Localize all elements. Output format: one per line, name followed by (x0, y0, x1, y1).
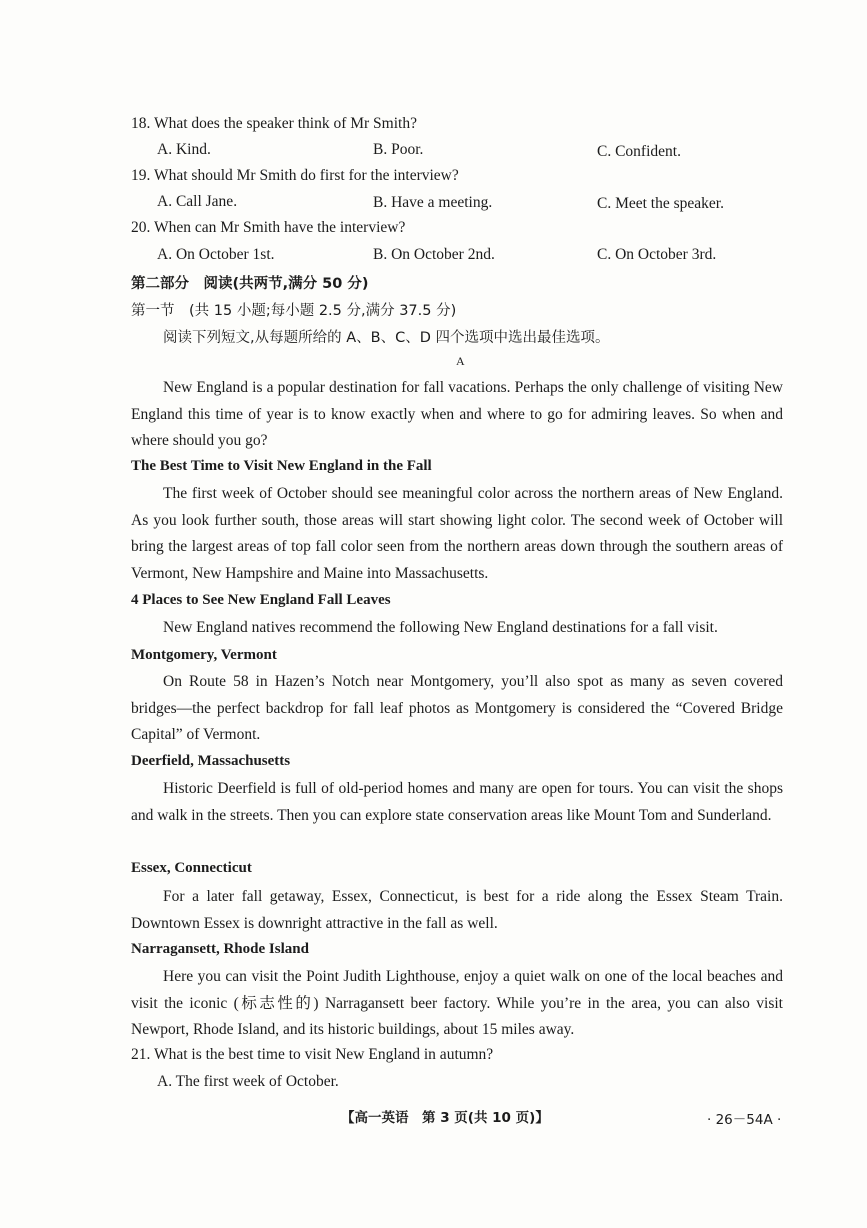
footer-page-info: 【高一英语 第 3 页(共 10 页)】 (341, 1110, 549, 1126)
heading-places: 4 Places to See New England Fall Leaves (131, 592, 391, 608)
place-name-montgomery: Montgomery, Vermont (131, 647, 277, 663)
question-18-option-a: A. Kind. (157, 141, 211, 158)
places-intro-paragraph: New England natives recommend the following New England destinations for a fall visit. (163, 619, 718, 636)
place-text-montgomery: On Route 58 in Hazen’s Notch near Montgomery, you’ll also spot as many as seven covered bridges—the perfect backdrop for fall leaf photos as Montgomery is considered the “Covered Bridge Capital” of Vermont. (131, 673, 783, 743)
question-18-option-c: C. Confident. (597, 143, 681, 160)
place-text-deerfield: Historic Deerfield is full of old-period homes and many are open for tours. You can visit the shops and walk in the streets. Then you can explore state conservation areas like Mount Tom and Sunderland. (131, 780, 783, 824)
heading-best-time: The Best Time to Visit New England in the Fall (131, 458, 432, 474)
question-21-stem: 21. What is the best time to visit New England in autumn? (131, 1046, 494, 1063)
place-name-narragansett: Narragansett, Rhode Island (131, 941, 309, 957)
footer-code: · 26－54A · (707, 1112, 782, 1128)
place-text-narragansett: Here you can visit the Point Judith Lighthouse, enjoy a quiet walk on one of the local beaches and visit the iconic (标志性的) Narragansett beer factory. While you’re in the area, you can also visit Newport, Rhode Island, and its historic buildings, about 15 miles away. (131, 968, 783, 1038)
intro-paragraph: New England is a popular destination for fall vacations. Perhaps the only challenge of visiting New England this time of year is to know exactly when and where to go for admiring leaves. So when and where should you go? (131, 379, 783, 449)
place-name-essex: Essex, Connecticut (131, 860, 252, 876)
question-18-stem: 18. What does the speaker think of Mr Smith? (131, 115, 417, 132)
question-19-option-c: C. Meet the speaker. (597, 195, 724, 212)
part2-title: 第二部分 阅读(共两节,满分 50 分) (131, 276, 369, 292)
question-20-stem: 20. When can Mr Smith have the interview? (131, 219, 406, 236)
question-18-option-b: B. Poor. (373, 141, 424, 158)
reading-instruction: 阅读下列短文,从每题所给的 A、B、C、D 四个选项中选出最佳选项。 (163, 330, 610, 346)
question-21-option-a: A. The first week of October. (157, 1073, 339, 1090)
question-19-option-b: B. Have a meeting. (373, 194, 493, 211)
passage-mark: A (456, 354, 465, 368)
place-text-essex: For a later fall getaway, Essex, Connecticut, is best for a ride along the Essex Steam Train. Downtown Essex is downright attractive in the fall as well. (131, 888, 783, 932)
question-20-option-b: B. On October 2nd. (373, 246, 495, 263)
section1-title: 第一节 (共 15 小题;每小题 2.5 分,满分 37.5 分) (131, 303, 457, 319)
place-name-deerfield: Deerfield, Massachusetts (131, 753, 291, 769)
question-20-option-a: A. On October 1st. (157, 246, 275, 263)
best-time-paragraph: The first week of October should see meaningful color across the northern areas of New England. As you look further south, those areas will start showing light color. The second week of October will bring the largest areas of top fall color seen from the northern areas down through the southern areas of Vermont, New Hampshire and Maine into Massachusetts. (131, 485, 783, 582)
question-20-option-c: C. On October 3rd. (597, 246, 717, 263)
question-19-stem: 19. What should Mr Smith do first for the interview? (131, 167, 459, 184)
question-19-option-a: A. Call Jane. (157, 193, 238, 210)
